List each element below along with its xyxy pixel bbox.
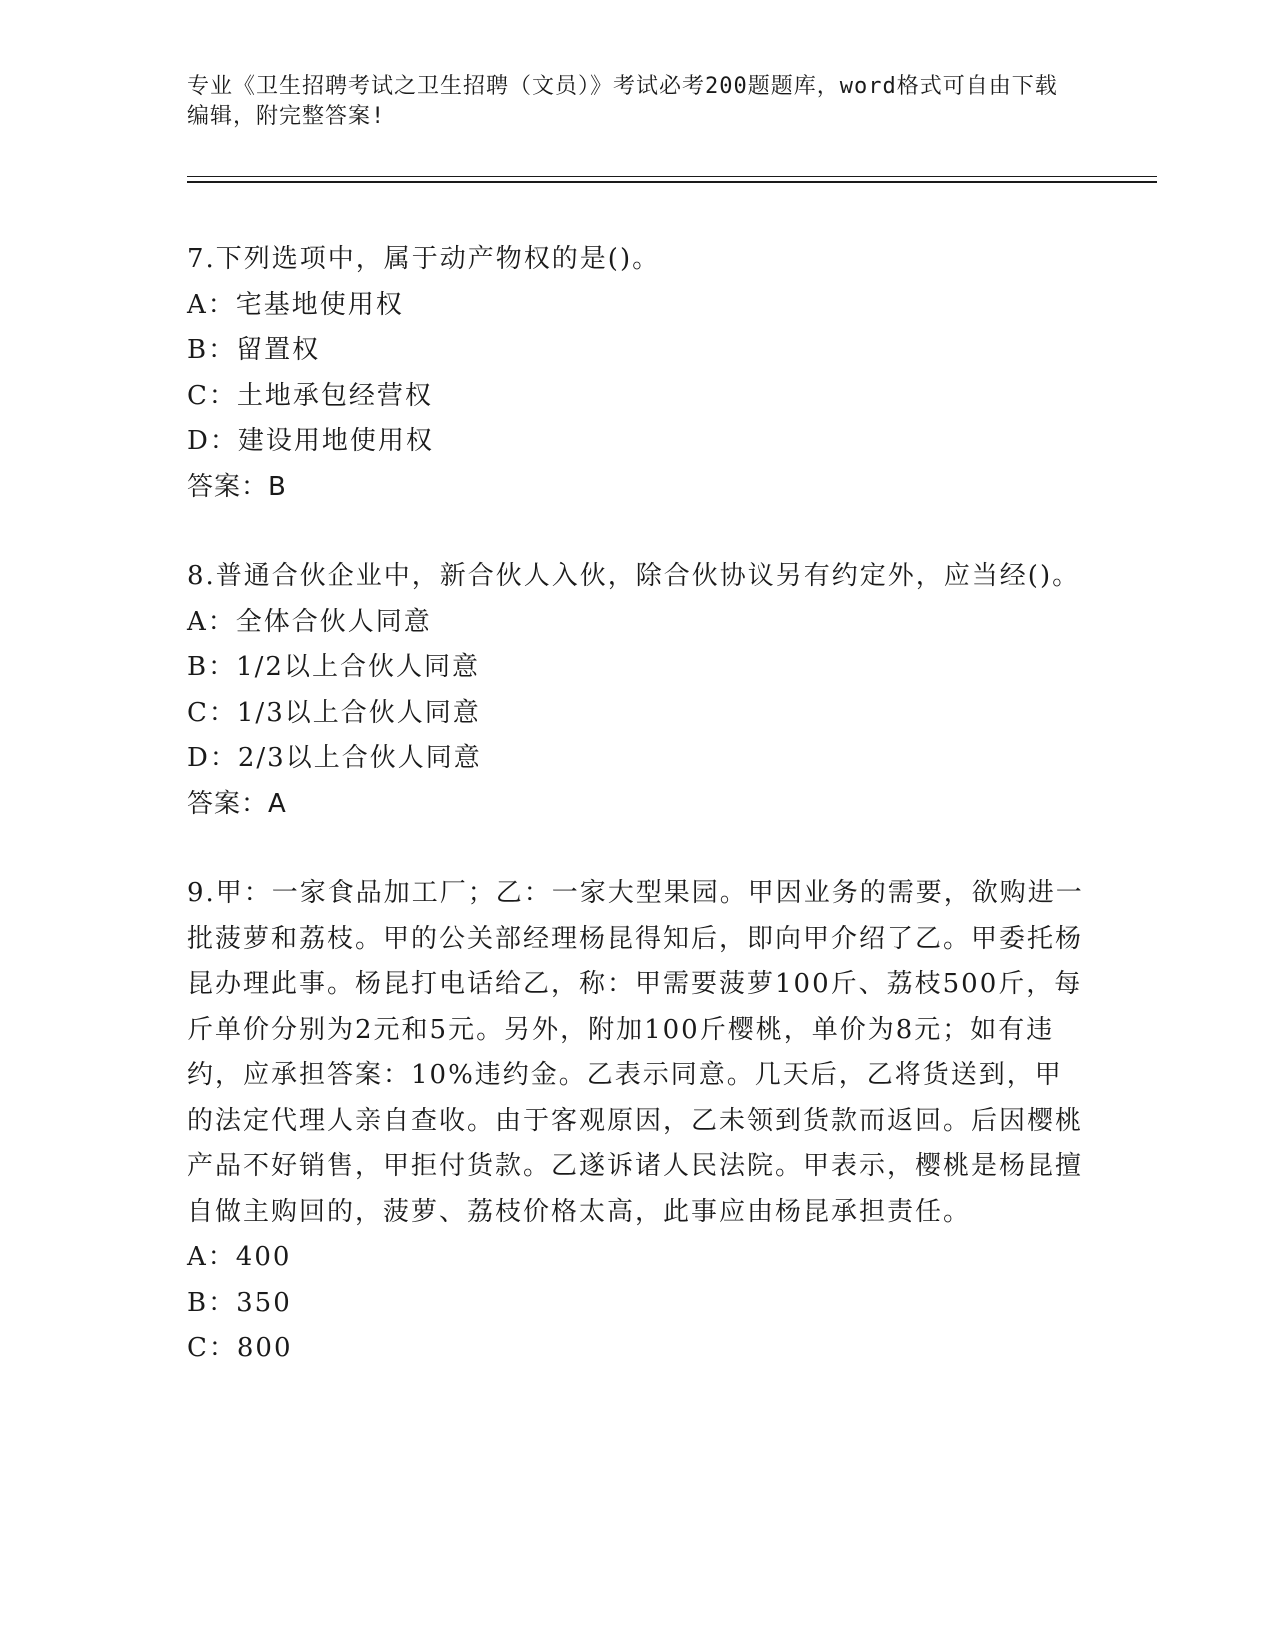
option-d: D：建设用地使用权 [187, 426, 434, 456]
option-b: B：1/2以上合伙人同意 [187, 652, 480, 682]
header-divider-top [187, 176, 1157, 177]
option-b: B：350 [187, 1287, 292, 1318]
header-divider-bottom [187, 181, 1157, 183]
question-stem: 9.甲：一家食品加工厂；乙：一家大型果园。甲因业务的需要，欲购进一批菠萝和荔枝。甲的公关部经理杨昆得知后，即向甲介绍了乙。甲委托杨昆办理此事。杨昆打电话给乙，称：甲需要菠萝100斤、荔枝500斤，每斤单价分别为2元和5元。另外，附加100斤樱桃，单价为8元；如有违约，应承担答案：10%违约金。乙表示同意。几天后，乙将货送到，甲的法定代理人亲自查收。由于客观原因，乙未领到货款而返回。后因樱桃产品不好销售，甲拒付货款。乙遂诉诸人民法院。甲表示，樱桃是杨昆擅自做主购回的，菠萝、荔枝价格太高，此事应由杨昆承担责任。 [187, 878, 1084, 1227]
question-stem: 8.普通合伙企业中，新合伙人入伙，除合伙协议另有约定外，应当经()。 [187, 561, 1081, 591]
question-item [187, 554, 1087, 827]
question-item [187, 237, 1087, 510]
option-b: B：留置权 [187, 335, 321, 365]
question-item [187, 871, 1087, 1372]
option-a: A：宅基地使用权 [187, 289, 404, 320]
option-c: C：1/3以上合伙人同意 [187, 697, 481, 728]
document-header [187, 72, 1067, 132]
question-stem: 7.下列选项中，属于动产物权的是()。 [187, 244, 661, 274]
option-a: A：400 [187, 1242, 292, 1272]
option-c: C：土地承包经营权 [187, 380, 433, 411]
answer-text: 答案：A [187, 788, 287, 819]
option-a: A：全体合伙人同意 [187, 606, 432, 637]
document-title: 专业《卫生招聘考试之卫生招聘（文员）》考试必考200题题库，word格式可自由下载编辑，附完整答案! [187, 74, 1058, 129]
option-d: D：2/3以上合伙人同意 [187, 743, 482, 773]
option-c: C：800 [187, 1333, 293, 1363]
question-list [187, 237, 1087, 1416]
answer-text: 答案：B [187, 471, 287, 502]
